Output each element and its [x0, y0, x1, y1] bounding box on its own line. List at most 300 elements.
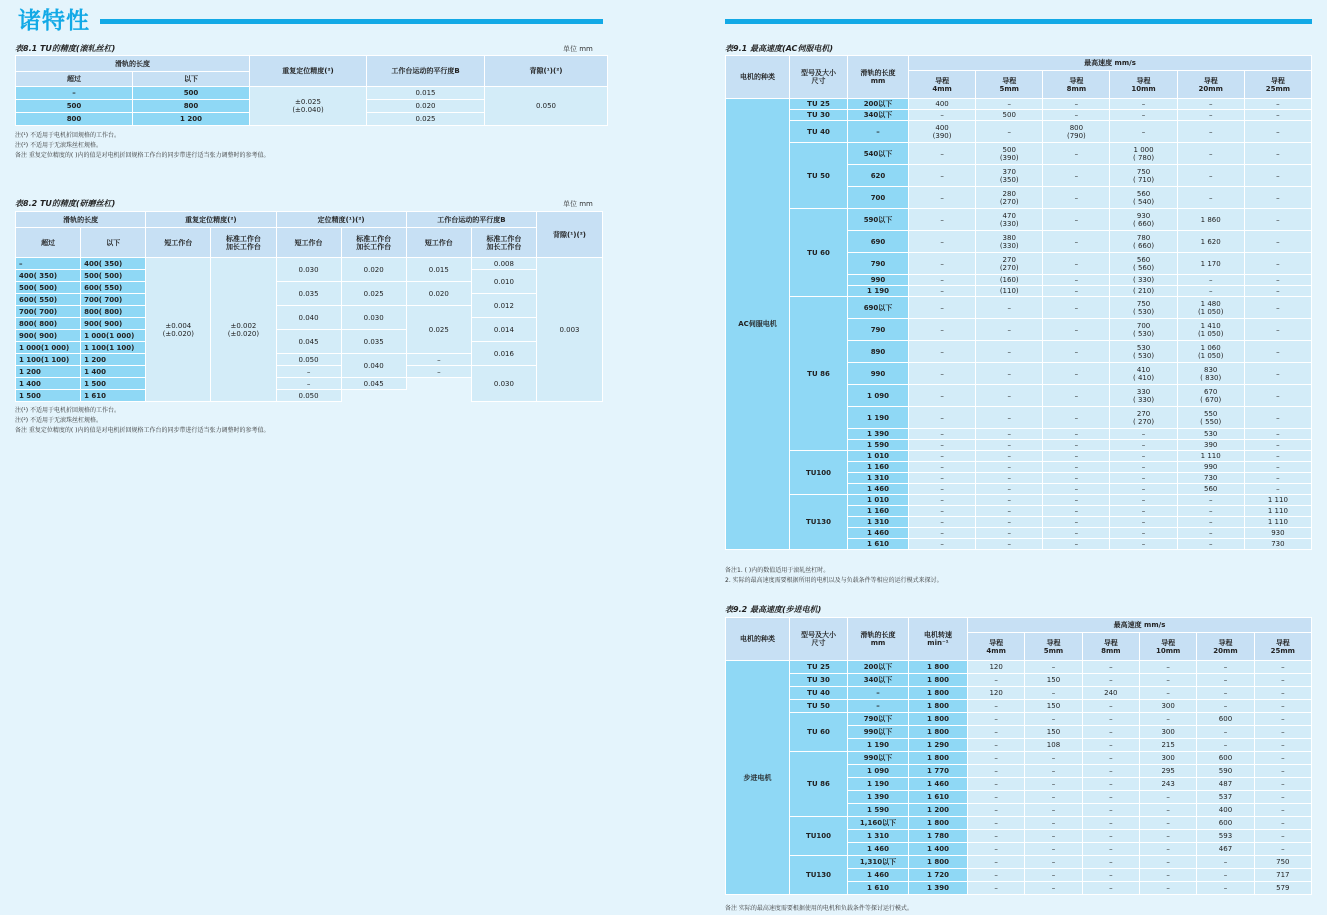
table-cell: –: [909, 110, 976, 121]
table-cell: 400 (390): [909, 121, 976, 143]
table-row: [726, 99, 1312, 110]
table-cell: 560: [1177, 484, 1244, 495]
table-cell: 0.050: [485, 87, 608, 126]
lead-header: 导程 8mm: [1082, 633, 1139, 661]
table-cell: –: [1197, 726, 1254, 739]
table-cell: –: [1254, 752, 1311, 765]
column-header: 型号及大小 尺寸: [790, 56, 848, 99]
rpm-cell: 1 800: [909, 856, 968, 869]
rpm-cell: 1 800: [909, 726, 968, 739]
table-cell: –: [1244, 165, 1311, 187]
table-cell: –: [976, 407, 1043, 429]
lead-header: 导程 20mm: [1197, 633, 1254, 661]
table-cell: –: [968, 765, 1025, 778]
table-cell: –: [909, 341, 976, 363]
model-cell: TU 30: [790, 110, 848, 121]
table-cell: –: [1177, 110, 1244, 121]
table-cell: –: [1139, 713, 1196, 726]
table-cell: 467: [1197, 843, 1254, 856]
rail-length-cell: 1 610: [848, 539, 909, 550]
table-cell: (110): [976, 286, 1043, 297]
table-9-1: [725, 55, 1312, 550]
lead-header: 导程 20mm: [1177, 71, 1244, 99]
table-cell: –: [1139, 843, 1196, 856]
table-cell: –: [1244, 143, 1311, 165]
table-cell: –: [1082, 765, 1139, 778]
note-line: 备注 实际的最高速度需要根据使用的电机和负载条件等探讨运行模式。: [725, 905, 913, 912]
rail-length-cell: 790: [848, 319, 909, 341]
table-cell: –: [1110, 528, 1177, 539]
table-cell: –: [1197, 674, 1254, 687]
table-cell: –: [1244, 440, 1311, 451]
table-cell: 1 000(1 000): [16, 342, 81, 354]
table-row: [726, 687, 1312, 700]
rail-length-cell: 1 090: [848, 765, 909, 778]
table-row: [726, 752, 1312, 765]
header-row: [16, 228, 603, 258]
column-header: 电机的种类: [726, 56, 790, 99]
table-cell: –: [1082, 804, 1139, 817]
table-cell: 0.040: [341, 354, 406, 378]
rail-length-cell: 1 460: [848, 528, 909, 539]
table-cell: –: [968, 856, 1025, 869]
lead-header: 导程 25mm: [1254, 633, 1311, 661]
table-cell: –: [909, 429, 976, 440]
table-cell: 0.020: [341, 258, 406, 282]
model-cell: TU 40: [790, 687, 848, 700]
table-cell: –: [1254, 778, 1311, 791]
table-cell: –: [1043, 429, 1110, 440]
table-cell: 0.035: [276, 282, 341, 306]
table-cell: –: [976, 440, 1043, 451]
table-row: [726, 209, 1312, 231]
rail-length-cell: 790: [848, 253, 909, 275]
table-cell: –: [1177, 99, 1244, 110]
table-8-2-notes: [15, 406, 270, 436]
column-header: 滑轨的长度 mm: [848, 618, 909, 661]
title-bar-right: [725, 19, 1312, 24]
table-cell: –: [1025, 778, 1082, 791]
table-cell: –: [1177, 275, 1244, 286]
rpm-cell: 1 800: [909, 713, 968, 726]
table-cell: –: [1043, 385, 1110, 407]
table-9-2-caption: 表9.2 最高速度(步进电机): [725, 605, 822, 614]
table-cell: –: [1082, 869, 1139, 882]
rail-length-cell: 990以下: [848, 726, 909, 739]
rail-length-cell: 1 160: [848, 462, 909, 473]
table-cell: –: [1177, 528, 1244, 539]
table-cell: –: [16, 258, 81, 270]
column-header: 标准工作台 加长工作台: [471, 228, 536, 258]
column-header: 最高速度 mm/s: [968, 618, 1312, 633]
column-header: 电机的种类: [726, 618, 790, 661]
column-header: 以下: [81, 228, 146, 258]
table-cell: 1 500: [16, 390, 81, 402]
rail-length-cell: 890: [848, 341, 909, 363]
table-cell: –: [1082, 674, 1139, 687]
table-cell: –: [1177, 539, 1244, 550]
table-cell: –: [1043, 440, 1110, 451]
table-cell: –: [968, 726, 1025, 739]
table-cell: –: [1244, 99, 1311, 110]
table-cell: 487: [1197, 778, 1254, 791]
note-line: 注(²) 不适用于无滚珠丝杠规格。: [15, 417, 102, 424]
table-cell: –: [1043, 275, 1110, 286]
table-cell: 400: [909, 99, 976, 110]
table-cell: 500: [16, 100, 133, 113]
table-cell: 0.014: [471, 318, 536, 342]
table-cell: –: [909, 231, 976, 253]
table-cell: 380 (330): [976, 231, 1043, 253]
table-cell: 1 480 (1 050): [1177, 297, 1244, 319]
table-9-1-caption: 表9.1 最高速度(AC伺服电机): [725, 44, 834, 53]
table-cell: 300: [1139, 752, 1196, 765]
table-cell: –: [1244, 253, 1311, 275]
rail-length-cell: 990: [848, 275, 909, 286]
column-header: 超过: [16, 72, 133, 87]
table-cell: –: [909, 407, 976, 429]
note-line: 注(¹) 不适用于电机折回规格的工作台。: [15, 407, 120, 414]
lead-header: 导程 5mm: [976, 71, 1043, 99]
rpm-cell: 1 780: [909, 830, 968, 843]
table-cell: –: [1043, 528, 1110, 539]
table-cell: 730: [1177, 473, 1244, 484]
table-cell: ( 330): [1110, 275, 1177, 286]
table-cell: 270 (270): [976, 253, 1043, 275]
table-cell: 1 620: [1177, 231, 1244, 253]
note-line: 2. 实际的最高速度需要根据所用的电机以及与负载条件等相应的运行模式来探讨。: [725, 577, 943, 584]
table-row: [726, 121, 1312, 143]
table-8-2: [15, 211, 603, 402]
column-header: 工作台运动的平行度B: [406, 212, 536, 228]
rail-length-cell: 1,310以下: [848, 856, 909, 869]
table-cell: –: [1043, 297, 1110, 319]
table-cell: –: [1254, 713, 1311, 726]
table-cell: 700 ( 530): [1110, 319, 1177, 341]
table-cell: 800: [133, 100, 250, 113]
table-cell: –: [976, 539, 1043, 550]
table-cell: –: [1177, 165, 1244, 187]
table-cell: –: [1043, 165, 1110, 187]
table-cell: 0.030: [341, 306, 406, 330]
table-cell: 470 (330): [976, 209, 1043, 231]
table-cell: –: [968, 791, 1025, 804]
table-cell: –: [1082, 713, 1139, 726]
table-cell: –: [1244, 286, 1311, 297]
table-cell: –: [1110, 484, 1177, 495]
table-cell: –: [1254, 804, 1311, 817]
table-cell: –: [1244, 319, 1311, 341]
table-cell: –: [1110, 517, 1177, 528]
lead-header: 导程 8mm: [1043, 71, 1110, 99]
table-cell: 590: [1197, 765, 1254, 778]
table-8-1-unit: 单位 mm: [563, 45, 593, 53]
table-cell: –: [1177, 286, 1244, 297]
table-cell: –: [909, 484, 976, 495]
rail-length-cell: –: [848, 687, 909, 700]
table-cell: –: [1082, 882, 1139, 895]
table-cell: –: [1110, 121, 1177, 143]
header-row: [726, 56, 1312, 71]
table-cell: –: [909, 209, 976, 231]
table-cell: –: [1110, 440, 1177, 451]
table-cell: –: [1110, 429, 1177, 440]
table-cell: –: [909, 506, 976, 517]
table-cell: –: [1025, 752, 1082, 765]
table-cell: –: [909, 363, 976, 385]
table-cell: –: [1082, 856, 1139, 869]
table-cell: –: [1254, 765, 1311, 778]
note-line: 备注 重复定位精度的( )内的值是对电机折回规格工作台的同步带进行适当张力调整时的参考值。: [15, 427, 270, 434]
column-header: 短工作台: [146, 228, 211, 258]
table-cell: –: [1082, 817, 1139, 830]
table-cell: –: [968, 778, 1025, 791]
table-cell: 830 ( 830): [1177, 363, 1244, 385]
column-header: 重复定位精度(²): [146, 212, 276, 228]
table-cell: 900( 900): [16, 330, 81, 342]
table-cell: 0.030: [276, 258, 341, 282]
rail-length-cell: 200以下: [848, 661, 909, 674]
column-header: 电机转速 min⁻¹: [909, 618, 968, 661]
table-cell: –: [406, 366, 471, 378]
table-cell: 930: [1244, 528, 1311, 539]
table-cell: –: [1177, 495, 1244, 506]
table-cell: –: [1244, 407, 1311, 429]
table-cell: –: [909, 253, 976, 275]
table-cell: –: [976, 506, 1043, 517]
table-cell: 1 100(1 100): [16, 354, 81, 366]
table-cell: 1 110: [1244, 495, 1311, 506]
table-cell: 1 060 (1 050): [1177, 341, 1244, 363]
table-cell: –: [976, 462, 1043, 473]
table-cell: –: [1082, 700, 1139, 713]
table-cell: –: [976, 385, 1043, 407]
table-cell: 1 610: [81, 390, 146, 402]
table-cell: –: [1043, 286, 1110, 297]
table-cell: –: [1025, 869, 1082, 882]
model-cell: TU 25: [790, 661, 848, 674]
table-cell: –: [968, 804, 1025, 817]
table-cell: –: [1025, 882, 1082, 895]
model-cell: TU 60: [790, 209, 848, 297]
table-cell: –: [1197, 882, 1254, 895]
lead-header: 导程 5mm: [1025, 633, 1082, 661]
rpm-cell: 1 800: [909, 661, 968, 674]
rail-length-cell: 340以下: [848, 674, 909, 687]
table-cell: –: [1244, 297, 1311, 319]
table-cell: 0.016: [471, 342, 536, 366]
table-cell: 550 ( 550): [1177, 407, 1244, 429]
table-cell: –: [1197, 687, 1254, 700]
model-cell: TU 40: [790, 121, 848, 143]
table-cell: 400( 350): [81, 258, 146, 270]
table-9-2-notes: [725, 904, 913, 914]
table-cell: 0.025: [367, 113, 485, 126]
table-cell: 1 500: [81, 378, 146, 390]
column-header: 滑轨的长度: [16, 212, 146, 228]
table-cell: –: [1043, 451, 1110, 462]
table-cell: –: [1254, 687, 1311, 700]
table-cell: –: [1197, 739, 1254, 752]
table-cell: –: [909, 462, 976, 473]
table-cell: 0.045: [276, 330, 341, 354]
table-cell: 295: [1139, 765, 1196, 778]
table-cell: –: [976, 121, 1043, 143]
table-cell: –: [1244, 462, 1311, 473]
table-cell: 0.010: [471, 270, 536, 294]
rail-length-cell: 620: [848, 165, 909, 187]
rail-length-cell: 1 190: [848, 739, 909, 752]
table-cell: 600: [1197, 817, 1254, 830]
table-cell: –: [1082, 726, 1139, 739]
lead-header: 导程 10mm: [1110, 71, 1177, 99]
rpm-cell: 1 400: [909, 843, 968, 856]
table-cell: –: [1254, 830, 1311, 843]
table-cell: –: [968, 674, 1025, 687]
model-cell: TU 86: [790, 297, 848, 451]
table-cell: –: [1025, 804, 1082, 817]
table-cell: –: [1043, 473, 1110, 484]
table-cell: 370 (350): [976, 165, 1043, 187]
column-header: 以下: [133, 72, 250, 87]
table-cell: –: [1082, 739, 1139, 752]
model-cell: TU130: [790, 495, 848, 550]
table-cell: –: [1197, 856, 1254, 869]
table-cell: 300: [1139, 726, 1196, 739]
rail-length-cell: 990: [848, 363, 909, 385]
table-cell: –: [1244, 385, 1311, 407]
table-row: [726, 700, 1312, 713]
table-cell: –: [1177, 506, 1244, 517]
table-cell: 900( 900): [81, 318, 146, 330]
column-header: 背隙(¹)(²): [485, 56, 608, 87]
table-cell: –: [976, 363, 1043, 385]
table-cell: –: [1254, 674, 1311, 687]
table-cell: 500: [133, 87, 250, 100]
table-cell: –: [968, 739, 1025, 752]
rail-length-cell: 1 190: [848, 778, 909, 791]
table-cell: –: [1244, 484, 1311, 495]
table-cell: –: [976, 473, 1043, 484]
table-cell: –: [1244, 110, 1311, 121]
header-row: [726, 618, 1312, 633]
table-cell: –: [909, 451, 976, 462]
table-cell: 537: [1197, 791, 1254, 804]
table-row: [16, 87, 608, 100]
table-cell: –: [909, 297, 976, 319]
rail-length-cell: 1 090: [848, 385, 909, 407]
table-8-1: [15, 55, 608, 126]
table-cell: –: [1025, 713, 1082, 726]
table-cell: –: [1110, 473, 1177, 484]
table-cell: –: [1244, 473, 1311, 484]
column-header: 滑轨的长度: [16, 56, 250, 72]
model-cell: TU100: [790, 817, 848, 856]
table-cell: 0.020: [367, 100, 485, 113]
rail-length-cell: 990以下: [848, 752, 909, 765]
table-cell: 0.040: [276, 306, 341, 330]
rail-length-cell: 700: [848, 187, 909, 209]
table-cell: 800 (790): [1043, 121, 1110, 143]
table-cell: –: [968, 817, 1025, 830]
table-cell: –: [1025, 765, 1082, 778]
table-cell: –: [968, 869, 1025, 882]
table-cell: 700( 700): [16, 306, 81, 318]
table-row: [726, 297, 1312, 319]
column-header: 背隙(¹)(²): [537, 212, 603, 258]
table-cell: –: [1139, 882, 1196, 895]
table-cell: –: [1177, 517, 1244, 528]
table-cell: –: [1043, 231, 1110, 253]
table-cell: –: [909, 165, 976, 187]
lead-header: 导程 25mm: [1244, 71, 1311, 99]
rpm-cell: 1 800: [909, 700, 968, 713]
table-cell: 120: [968, 661, 1025, 674]
table-cell: ±0.002 (±0.020): [211, 258, 276, 402]
table-cell: 600( 550): [81, 282, 146, 294]
table-cell: –: [1025, 661, 1082, 674]
table-cell: –: [976, 99, 1043, 110]
table-cell: –: [1110, 99, 1177, 110]
model-cell: TU 86: [790, 752, 848, 817]
table-8-1-notes: [15, 131, 270, 161]
rail-length-cell: 1 590: [848, 440, 909, 451]
rail-length-cell: 1 460: [848, 843, 909, 856]
table-cell: –: [1139, 856, 1196, 869]
note-line: 注(²) 不适用于无滚珠丝杠规格。: [15, 142, 102, 149]
table-row: [726, 713, 1312, 726]
table-cell: 215: [1139, 739, 1196, 752]
rail-length-cell: 1 310: [848, 517, 909, 528]
table-cell: –: [1082, 791, 1139, 804]
table-cell: 500: [976, 110, 1043, 121]
table-cell: 1 000 ( 780): [1110, 143, 1177, 165]
table-cell: –: [1244, 429, 1311, 440]
table-cell: –: [1025, 830, 1082, 843]
table-cell: –: [1025, 856, 1082, 869]
table-cell: 0.050: [276, 390, 341, 402]
table-cell: –: [1043, 110, 1110, 121]
column-header: 最高速度 mm/s: [909, 56, 1312, 71]
rpm-cell: 1 290: [909, 739, 968, 752]
table-cell: –: [1043, 209, 1110, 231]
table-cell: –: [909, 187, 976, 209]
table-row: [726, 674, 1312, 687]
table-row: [16, 366, 603, 378]
table-cell: 750 ( 530): [1110, 297, 1177, 319]
column-header: 标准工作台 加长工作台: [211, 228, 276, 258]
table-row: [726, 143, 1312, 165]
table-cell: –: [406, 354, 471, 366]
table-cell: –: [1244, 341, 1311, 363]
note-line: 备注1. ( )内的数值适用于滚轧丝杠时。: [725, 567, 830, 574]
table-cell: –: [1254, 791, 1311, 804]
table-cell: –: [1082, 661, 1139, 674]
lead-header: 导程 4mm: [968, 633, 1025, 661]
table-cell: 800: [16, 113, 133, 126]
table-cell: –: [1254, 817, 1311, 830]
table-row: [16, 258, 603, 270]
table-row: [726, 661, 1312, 674]
rail-length-cell: 1 390: [848, 791, 909, 804]
column-header: 标准工作台 加长工作台: [341, 228, 406, 258]
model-cell: TU130: [790, 856, 848, 895]
table-cell: 730: [1244, 539, 1311, 550]
rail-length-cell: 1 610: [848, 882, 909, 895]
table-cell: –: [909, 528, 976, 539]
rpm-cell: 1 770: [909, 765, 968, 778]
table-cell: –: [1197, 700, 1254, 713]
